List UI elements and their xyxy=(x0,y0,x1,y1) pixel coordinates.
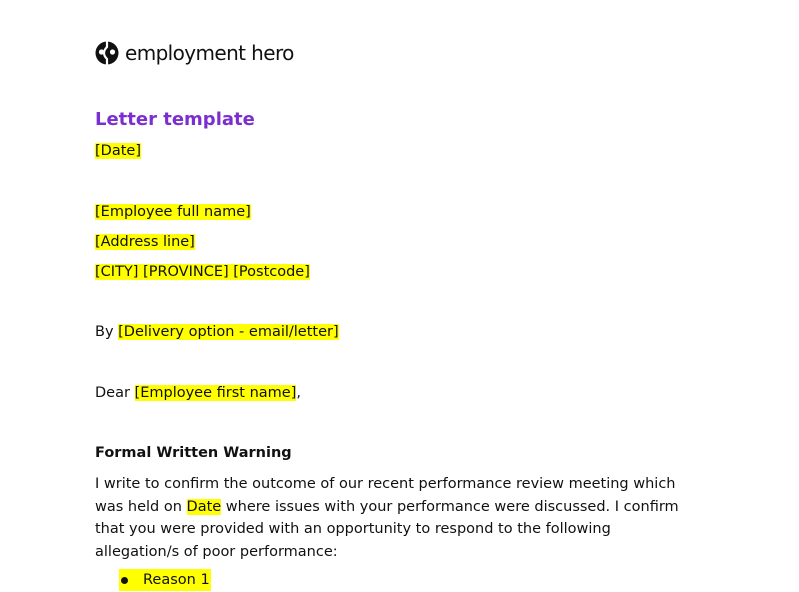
reason-placeholder: Reason 1 xyxy=(143,572,210,588)
city-line xyxy=(95,262,310,282)
date-line xyxy=(95,141,141,161)
brand-name: employment hero xyxy=(125,41,294,65)
employee-first-name-placeholder: [Employee first name] xyxy=(134,385,297,401)
address-line-placeholder: [Address line] xyxy=(95,234,195,250)
paragraph-text-1: I write to confirm the outcome of our recent performance review meeting which was held on xyxy=(95,476,676,515)
paragraph-text-2: where issues with your performance were discussed. I confirm that you were provided with an opportunity to respond to the following allegation/s of poor performance: xyxy=(95,498,679,560)
address-line xyxy=(95,232,195,252)
delivery-option-placeholder: [Delivery option - email/letter] xyxy=(118,324,339,340)
delivery-line xyxy=(95,322,339,342)
date-placeholder: [Date] xyxy=(95,143,141,159)
salutation-line xyxy=(95,383,301,403)
employment-hero-logo xyxy=(95,41,294,65)
delivery-prefix: By xyxy=(95,324,119,340)
employee-full-name-placeholder: [Employee full name] xyxy=(95,204,251,220)
salutation-suffix: , xyxy=(296,385,301,401)
employee-name-line xyxy=(95,202,251,222)
document-title: Letter template xyxy=(95,109,255,130)
salutation-prefix: Dear xyxy=(95,385,135,401)
city-province-postcode-placeholder: [CITY] [PROVINCE] [Postcode] xyxy=(95,264,310,280)
list-item xyxy=(119,569,211,591)
warning-heading: Formal Written Warning xyxy=(95,445,292,461)
meeting-date-placeholder: Date xyxy=(186,498,222,515)
employment-hero-logo-icon xyxy=(95,41,119,65)
body-paragraph xyxy=(95,473,685,563)
bullet-icon xyxy=(121,577,128,584)
